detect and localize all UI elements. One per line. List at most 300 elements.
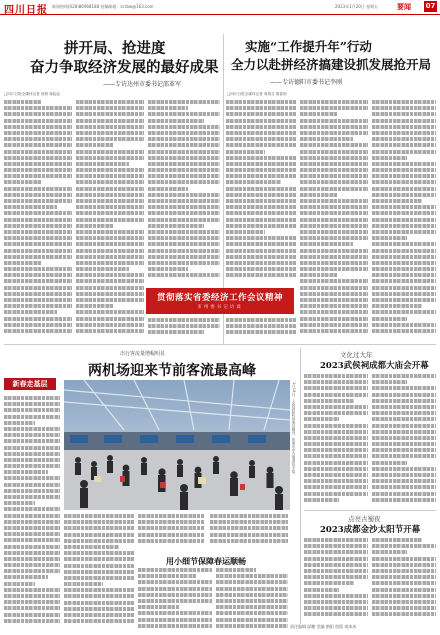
text-line [372,329,436,333]
text-line [76,119,144,123]
text-line [372,323,436,327]
text-line [148,224,204,228]
text-line [76,329,144,333]
text-line [148,273,220,277]
text-line [372,125,436,129]
text-line [372,461,407,465]
text-line [226,143,296,147]
text-line [4,507,60,511]
text-line [300,273,337,277]
text-line [300,317,368,321]
story2-body-col2 [372,538,436,622]
text-line [372,230,436,234]
text-line [304,454,368,458]
text-line [226,267,296,271]
text-line [304,374,368,378]
text-line [148,211,220,215]
text-line [300,304,368,308]
text-line [4,180,41,184]
text-line [76,224,113,228]
text-line [372,187,436,191]
text-line [4,168,72,172]
text-line [226,112,296,116]
feature-body-col1 [64,514,134,630]
text-line [372,193,436,197]
airport-terminal-image [64,380,290,510]
text-line [4,526,60,530]
text-line [4,569,60,573]
text-line [4,427,60,431]
text-line [148,131,220,135]
text-line [76,267,129,271]
text-line [372,600,436,604]
text-line [4,483,60,487]
text-line [64,570,134,574]
text-line [372,174,436,178]
text-line [300,211,368,215]
text-line [304,380,368,384]
text-line [4,408,60,412]
text-line [372,405,436,409]
text-line [372,448,436,452]
text-line [4,396,60,400]
text-line [4,415,60,419]
text-line [372,106,436,110]
text-line [372,467,436,471]
text-line [372,137,436,141]
text-line [148,174,220,178]
text-line [76,162,129,166]
left-article-body-col3-lower [148,318,220,340]
story-divider [304,510,436,511]
text-line [4,458,60,462]
text-line [76,261,144,265]
text-line [148,168,220,172]
text-line [226,224,296,228]
text-line [372,292,436,296]
text-line [148,112,220,116]
text-line [4,551,60,555]
text-line [226,236,296,240]
text-line [76,230,144,234]
text-line [4,606,60,610]
text-line [300,255,368,259]
series-banner [146,288,294,314]
text-line [226,255,296,259]
text-line [4,187,72,191]
text-line [300,298,368,302]
story1-body-col1 [304,374,368,508]
bottom-article-body-col1 [138,568,212,630]
text-line [4,218,72,222]
right-article-byline: □四川日报全媒体记者 周相吉 胡春雨 [227,92,287,96]
text-line [64,607,134,611]
text-line [64,551,134,555]
text-line [372,131,436,135]
text-line [64,582,103,586]
text-line [4,600,60,604]
text-line [300,249,368,253]
text-line [372,255,436,259]
left-article-title-line2: 奋力争取经济发展的最好成果 [30,59,219,76]
banner-title: 贯彻落实省委经济工作会议精神 [156,293,283,303]
text-line [226,174,296,178]
text-line [216,593,288,597]
text-line [226,168,296,172]
text-line [4,292,72,296]
text-line [76,180,144,184]
text-line [4,106,72,110]
text-line [300,193,337,197]
text-line [304,581,354,585]
text-line [4,156,72,160]
text-line [216,618,288,622]
text-line [64,533,134,537]
left-article-body-col3 [148,100,220,282]
right-article-subtitle: ——专访德阳市委书记李刚 [270,79,343,86]
text-line [372,498,436,502]
right-article-body-col1 [226,100,296,282]
text-line [372,279,436,283]
text-line [76,156,144,160]
story2-body-col1 [304,538,368,622]
feature-title: 两机场迎来节前客流最高峰 [88,363,256,379]
text-line [148,242,220,246]
text-line [4,489,60,493]
text-line [76,131,144,135]
text-line [226,261,296,265]
text-line [4,236,72,240]
text-line [64,514,134,518]
header-date: 2023年1月20日 星期五 [335,4,379,9]
text-line [300,286,368,290]
text-line [304,538,368,542]
text-line [4,174,72,178]
feature-body-col3 [210,514,288,550]
text-line [372,557,436,561]
text-line [210,526,288,530]
text-line [76,168,144,172]
text-line [4,267,72,271]
text-line [372,162,436,166]
text-line [226,205,296,209]
text-line [304,550,368,554]
text-line [4,476,60,480]
text-line [64,545,119,549]
right-column-divider [300,348,301,624]
text-line [372,436,436,440]
text-line [4,501,35,505]
header-contact-info: 新闻热线(028)86968188 投稿邮箱：scrbw@163.com [52,4,154,9]
text-line [210,514,288,518]
text-line [4,162,72,166]
text-line [372,492,436,496]
bottom-article-title: 用小细节保障春运顺畅 [166,556,246,566]
text-line [76,106,144,110]
text-line [64,526,134,530]
text-line [372,612,436,616]
text-line [4,211,72,215]
text-line [4,298,72,302]
text-line [216,624,288,628]
text-line [226,137,296,141]
text-line [210,539,288,543]
text-line [148,150,220,154]
text-line [372,317,407,321]
text-line [300,131,368,135]
text-line [76,218,144,222]
story2-kicker: 点亮古蜀夜 [348,515,381,523]
text-line [226,211,296,215]
page-header [0,0,440,15]
text-line [372,100,436,104]
text-line [148,187,188,191]
text-line [76,279,144,283]
text-line [4,131,72,135]
text-line [304,461,368,465]
text-line [226,131,296,135]
text-line [148,230,220,234]
text-line [304,492,368,496]
text-line [4,545,60,549]
text-line [4,317,72,321]
text-line [304,393,368,397]
text-line [300,112,337,116]
text-line [148,267,188,271]
text-line [148,180,220,184]
story2-title: 2023成都金沙太阳节开幕 [320,525,421,535]
text-line [4,255,72,259]
text-line [4,520,60,524]
text-line [226,193,296,197]
text-line [300,199,368,203]
text-line [372,286,436,290]
text-line [76,236,144,240]
text-line [76,242,144,246]
text-line [76,211,144,215]
text-line [304,436,368,440]
text-line [304,424,368,428]
text-line [300,242,353,246]
text-line [300,125,368,129]
text-line [304,569,368,573]
text-line [76,286,144,290]
text-line [4,495,60,499]
text-line [372,485,436,489]
text-line [148,193,220,197]
text-line [4,286,72,290]
text-line [304,411,368,415]
text-line [76,205,144,209]
text-line [300,267,368,271]
text-line [4,557,60,561]
text-line [300,137,353,141]
text-line [372,112,436,116]
text-line [226,324,296,328]
text-line [300,261,368,265]
text-line [76,310,144,314]
text-line [138,618,212,622]
text-line [372,273,436,277]
text-line [4,619,60,623]
text-line [76,199,144,203]
text-line [304,479,368,483]
text-line [300,230,368,234]
text-line [4,273,72,277]
text-line [372,242,436,246]
text-line [372,393,436,397]
text-line [148,205,220,209]
new-spring-tag: 新春走基层 [4,378,56,390]
text-line [226,106,296,110]
text-line [300,174,368,178]
text-line [148,199,220,203]
text-line [4,470,48,474]
text-line [304,473,368,477]
page-number: 07 [425,2,436,10]
text-line [4,143,72,147]
text-line [64,520,134,524]
text-line [226,230,265,234]
text-line [4,563,60,567]
text-line [76,187,144,191]
text-line [372,581,436,585]
text-line [64,588,134,592]
text-line [76,304,113,308]
text-line [300,187,368,191]
text-line [4,575,48,579]
text-line [300,279,368,283]
text-line [304,606,368,610]
text-line [300,156,368,160]
text-line [304,498,339,502]
right-article-body-col2 [300,100,368,340]
text-line [138,624,212,628]
left-article-body-col1 [4,100,72,340]
story1-kicker: 文化过大年 [340,351,373,359]
text-line [372,606,436,610]
feature-body-col2 [138,514,204,550]
text-line [226,119,296,123]
text-line [372,473,436,477]
text-line [4,310,57,314]
story1-title: 2023武侯祠成都大庙会开幕 [320,361,429,371]
text-line [372,538,422,542]
text-line [76,193,144,197]
text-line [372,199,422,203]
text-line [148,249,220,253]
text-line [372,374,436,378]
text-line [304,399,354,403]
text-line [372,563,436,567]
text-line [372,417,436,421]
text-line [4,421,35,425]
text-line [138,580,212,584]
text-line [372,304,422,308]
left-article-title-line1: 拼开局、抢进度 [64,40,166,57]
text-line [76,150,144,154]
text-line [226,218,296,222]
text-line [300,205,368,209]
text-line [216,580,288,584]
text-line [372,430,436,434]
text-line [226,318,296,322]
text-line [4,582,35,586]
text-line [4,119,72,123]
page-footer: 责任编辑 邱鹏 美编 朝阳 组版 胡冰冰 [290,624,357,629]
text-line [138,568,212,572]
text-line [76,112,144,116]
text-line [148,137,220,141]
text-line [304,405,368,409]
text-line [76,292,144,296]
text-line [138,599,212,603]
text-line [372,550,407,554]
text-line [4,402,60,406]
text-line [4,594,60,598]
text-line [148,330,204,334]
text-line [76,298,144,302]
text-line [148,236,220,240]
text-line [300,310,368,314]
text-line [372,180,436,184]
text-line [216,605,288,609]
feature-kicker: 出行客流量增幅明显 [120,351,166,357]
text-line [76,255,144,259]
text-line [210,533,288,537]
text-line [226,162,296,166]
text-line [372,236,407,240]
text-line [300,236,368,240]
text-line [304,600,368,604]
text-line [216,587,288,591]
story1-body-col2 [372,374,436,508]
text-line [4,279,72,283]
text-line [226,199,296,203]
text-line [372,411,436,415]
text-line [372,224,436,228]
text-line [64,619,134,623]
text-line [300,329,368,333]
text-line [372,218,436,222]
text-line [64,557,134,561]
text-line [4,452,60,456]
text-line [300,218,368,222]
text-line [226,249,296,253]
section-label: 要闻 [397,3,411,11]
text-line [300,106,368,110]
text-line [138,514,204,518]
text-line [372,479,436,483]
text-line [148,218,220,222]
text-line [76,249,144,253]
left-article-body-col2 [76,100,144,340]
text-line [304,594,368,598]
text-line [300,323,368,327]
text-line [372,298,436,302]
text-line [4,304,72,308]
text-line [304,557,368,561]
text-line [4,242,72,246]
text-line [226,180,281,184]
text-line [76,174,144,178]
text-line [372,588,436,592]
text-line [226,156,296,160]
text-line [64,594,134,598]
text-line [4,433,60,437]
text-line [4,205,57,209]
text-line [76,100,144,104]
